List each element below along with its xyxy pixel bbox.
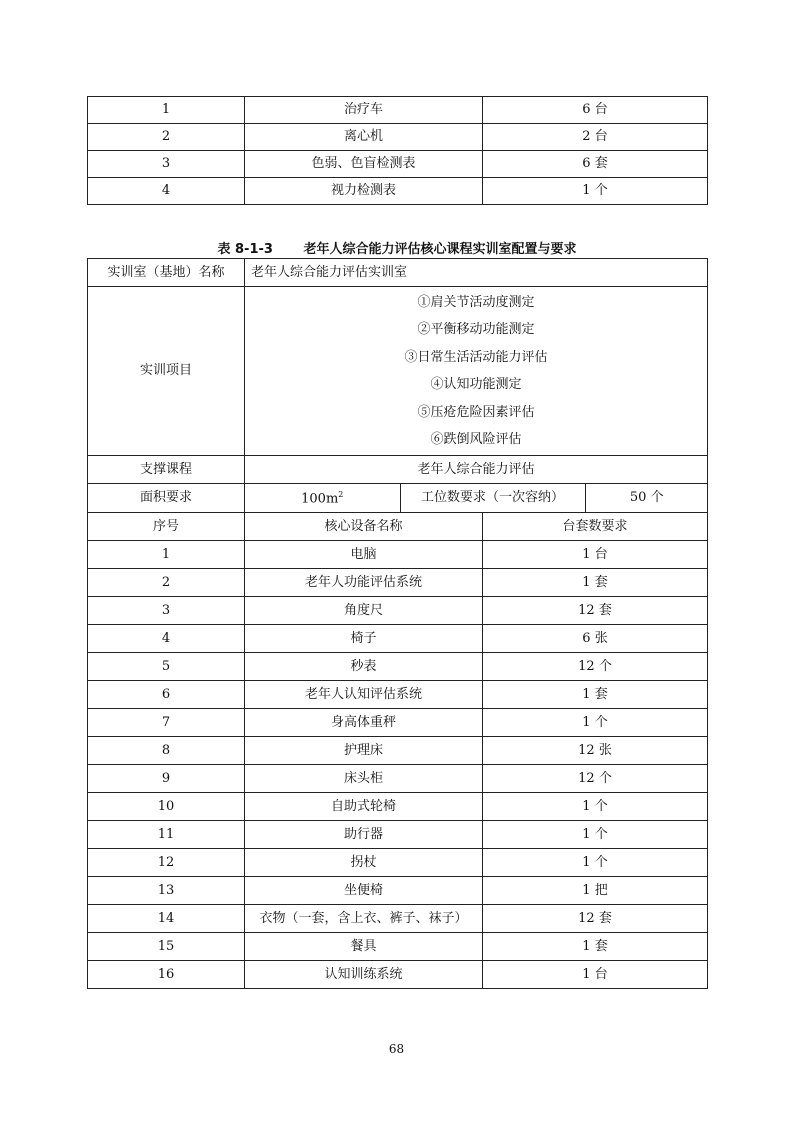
table-row [88,933,708,961]
table-row [88,178,708,205]
table-row [88,124,708,151]
previous-equipment-table [87,96,708,205]
table-row [88,737,708,765]
equipment-name: 拐杖 [245,849,483,877]
equipment-name: 离心机 [245,124,483,151]
equipment-name: 衣物（一套，含上衣、裤子、袜子） [245,905,483,933]
training-room-config-table [87,258,708,989]
row-number: 12 [88,849,245,877]
equipment-quantity: 6 张 [483,625,708,653]
table-row [88,821,708,849]
equipment-quantity: 1 个 [483,821,708,849]
area-details [245,484,708,513]
equipment-name: 床头柜 [245,765,483,793]
equipment-quantity: 1 个 [483,709,708,737]
header-quantity: 台套数要求 [483,513,708,541]
previous-table-body [88,97,708,205]
equipment-name: 老年人认知评估系统 [245,681,483,709]
area-label: 面积要求 [88,484,245,513]
training-projects-label: 实训项目 [88,287,245,456]
page-number: 68 [388,1042,405,1056]
equipment-quantity: 12 张 [483,737,708,765]
row-number: 13 [88,877,245,905]
area-row [88,484,708,513]
row-number: 8 [88,737,245,765]
equipment-quantity: 12 套 [483,597,708,625]
row-number: 2 [88,124,245,151]
equipment-name: 角度尺 [245,597,483,625]
equipment-name: 坐便椅 [245,877,483,905]
training-projects-list [245,287,708,456]
equipment-quantity: 1 个 [483,849,708,877]
list-item: ④认知功能测定 [430,377,522,392]
table-row [88,653,708,681]
table-row [88,97,708,124]
equipment-quantity: 1 台 [483,541,708,569]
row-number: 16 [88,961,245,989]
equipment-quantity: 6 套 [483,151,708,178]
row-number: 4 [88,178,245,205]
equipment-name: 护理床 [245,737,483,765]
area-value [245,484,400,512]
equipment-quantity: 1 个 [483,793,708,821]
equipment-name: 秒表 [245,653,483,681]
column-header-row [88,513,708,541]
table-title: 老年人综合能力评估核心课程实训室配置与要求 [303,242,577,257]
list-item: ⑤压疮危险因素评估 [417,404,535,420]
row-number: 15 [88,933,245,961]
equipment-name: 认知训练系统 [245,961,483,989]
row-number: 9 [88,765,245,793]
row-number: 1 [88,541,245,569]
room-name-label: 实训室（基地）名称 [88,259,245,287]
table-row [88,541,708,569]
equipment-name: 助行器 [245,821,483,849]
table-row [88,961,708,989]
row-number: 5 [88,653,245,681]
equipment-quantity: 1 个 [483,178,708,205]
table-row [88,709,708,737]
equipment-quantity: 12 套 [483,905,708,933]
main-table-body [88,259,708,989]
equipment-name: 电脑 [245,541,483,569]
table-row [88,151,708,178]
area-inner-table [245,484,708,512]
area-inner-row [245,484,708,512]
equipment-name: 老年人功能评估系统 [245,569,483,597]
stations-label: 工位数要求（一次容纳） [400,484,585,512]
list-item: ①肩关节活动度测定 [417,294,535,310]
room-name-value: 老年人综合能力评估实训室 [245,259,708,287]
table-row [88,877,708,905]
area-number: 100m [301,490,339,506]
supporting-course-row [88,456,708,484]
list-item: ②平衡移动功能测定 [417,322,535,337]
row-number: 7 [88,709,245,737]
equipment-name: 视力检测表 [245,178,483,205]
header-equipment-name: 核心设备名称 [245,513,483,541]
table-caption [87,238,707,257]
equipment-quantity: 1 台 [483,961,708,989]
table-row [88,849,708,877]
training-projects-row [88,287,708,456]
equipment-name: 身高体重秤 [245,709,483,737]
row-number: 10 [88,793,245,821]
table-row [88,905,708,933]
equipment-quantity: 6 台 [483,97,708,124]
equipment-quantity: 12 个 [483,653,708,681]
table-row [88,765,708,793]
table-row [88,681,708,709]
row-number: 11 [88,821,245,849]
supporting-course-label: 支撑课程 [88,456,245,484]
equipment-quantity: 1 套 [483,569,708,597]
equipment-quantity: 1 把 [483,877,708,905]
equipment-quantity: 1 套 [483,933,708,961]
equipment-name: 自助式轮椅 [245,793,483,821]
row-number: 14 [88,905,245,933]
row-number: 3 [88,151,245,178]
stations-value: 50 个 [585,484,708,512]
list-item: ③日常生活活动能力评估 [404,349,548,365]
equipment-name: 餐具 [245,933,483,961]
equipment-name: 色弱、色盲检测表 [245,151,483,178]
supporting-course-value: 老年人综合能力评估 [245,456,708,484]
row-number: 2 [88,569,245,597]
area-superscript: 2 [338,489,344,499]
row-number: 3 [88,597,245,625]
table-row [88,569,708,597]
room-name-row [88,259,708,287]
table-number: 表 8-1-3 [217,242,273,257]
list-item: ⑥跌倒风险评估 [430,432,522,447]
equipment-name: 椅子 [245,625,483,653]
equipment-quantity: 2 台 [483,124,708,151]
equipment-name: 治疗车 [245,97,483,124]
header-number: 序号 [88,513,245,541]
table-row [88,793,708,821]
equipment-quantity: 1 套 [483,681,708,709]
row-number: 6 [88,681,245,709]
equipment-quantity: 12 个 [483,765,708,793]
row-number: 4 [88,625,245,653]
row-number: 1 [88,97,245,124]
table-row [88,625,708,653]
table-row [88,597,708,625]
